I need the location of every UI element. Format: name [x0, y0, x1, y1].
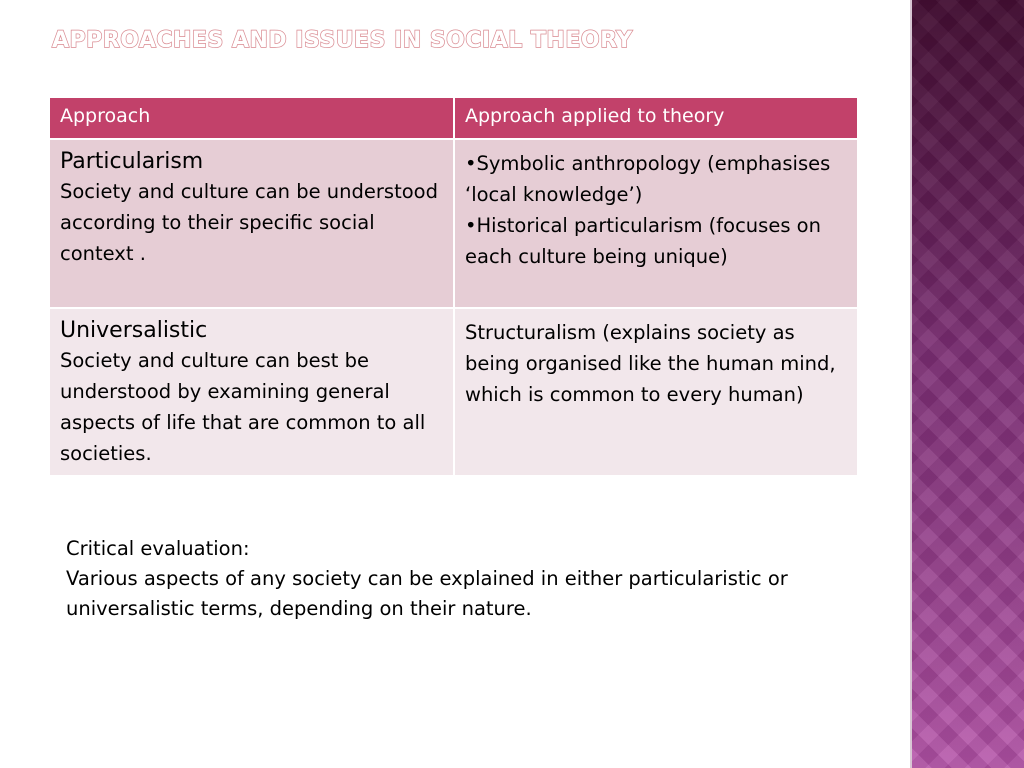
applied-cell	[454, 308, 858, 476]
decorative-side-band	[912, 0, 1024, 768]
evaluation-text: Various aspects of any society can be explained in either particularistic or universalistic terms, depending on their nature.	[66, 567, 788, 620]
approach-name: Particularism	[60, 149, 204, 174]
approach-description: Society and culture can best be understood by examining general aspects of life that are common to all societies.	[60, 349, 426, 465]
approach-cell	[49, 139, 454, 308]
applied-item: Structuralism (explains society as being organised like the human mind, which is common to every human)	[465, 321, 836, 406]
applied-cell	[454, 139, 858, 308]
approach-name: Universalistic	[60, 318, 208, 343]
evaluation-label: Critical evaluation:	[66, 537, 250, 560]
table-row	[49, 308, 858, 476]
applied-item: •Historical particularism (focuses on each culture being unique)	[465, 214, 821, 268]
approach-description: Society and culture can be understood according to their specific social context .	[60, 180, 438, 265]
applied-item: •Symbolic anthropology (emphasises ‘local knowledge’)	[465, 152, 831, 206]
header-approach-applied: Approach applied to theory	[454, 97, 858, 139]
header-approach: Approach	[49, 97, 454, 139]
table-header-row	[49, 97, 858, 139]
critical-evaluation	[66, 534, 886, 624]
approach-cell	[49, 308, 454, 476]
slide-title: APPROACHES AND ISSUES IN SOCIAL THEORY	[52, 28, 633, 53]
approach-table	[48, 96, 859, 477]
table-row	[49, 139, 858, 308]
